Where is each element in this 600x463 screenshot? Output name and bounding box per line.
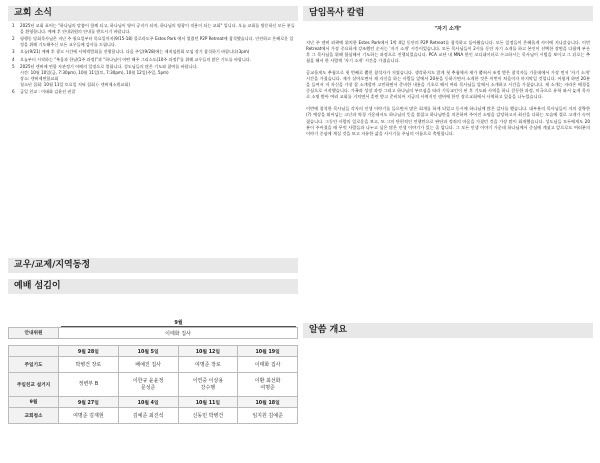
- right-column: [303, 6, 593, 143]
- name-cell: 배예진 집사: [118, 357, 178, 373]
- name-cell: 이태화 집사: [238, 357, 298, 373]
- name-cell: 김예준 최진석: [118, 408, 178, 424]
- month-header: 9월: [61, 320, 296, 327]
- date-cell: 9월 27일: [59, 397, 119, 408]
- name-text: 이연중 이상용: [192, 378, 224, 384]
- news-text: 평행동 당회목사님은 지난 주 월요일부터 목요일까지(9/15-18) 콜로라도주 Estes Park 에서 열렸던 P2P Retreat에 참석했습니다. 안전하고 은혜로운 일정을 위해 기도해주신 모든 교우들께 감사를 드립니다.: [20, 36, 294, 48]
- announcements-header: 알씀 개요: [303, 323, 593, 338]
- date-cell: 10월 12일: [178, 346, 238, 357]
- date-cell: 9월 28일: [59, 346, 119, 357]
- column-header: 담임목사 칼럼: [303, 6, 593, 21]
- news-number: 2: [12, 36, 15, 42]
- news-text-main: 2025년 덴버에 연합 자관정기 어배의 일정으로 열립니다. 성도님들의 많은 기도와 참여를 바랍니다.: [20, 64, 198, 69]
- leader-table: [8, 327, 298, 339]
- community-section: [8, 258, 298, 273]
- news-item: [12, 64, 296, 88]
- news-subtext: 청소년 집회: 10월 11일 토요일 저녁 집회 (- 덴버제소원교회): [20, 81, 130, 87]
- column-paragraph: 공교롭게도 추첨으로 첫 번째로 뽑힌 참석자가 저였습니다. 생각하지도 않게 첫 추첨에서 제가 뽑혀서 조정 받은 참석자들 가운데에서 가장 먼저 '자기 소개' 시간을 가졌습니다. 제가 살아오면서 제 자신을 하는 사람들 앞에서 20분을 동하기면서 소개한 것은 이번이 처음이자 마지막일 것입니다. 어렇게 하면 20분을 들여서 저 자신을 가장 잘 소개할까 고민하면서 준비한 내용을 기초로 해서 여러 목사님들 앞에서 소개하고 시간을 가졌습니다. 제 소개는 자라온 배경을 중심으로 시작했습니다. 가족과 성장 과정 그리고 하나님의 부르심을 따라 기독교인이 된 후 기도와 사역을 하나 갈등한 과정, 미국으로 유학 와서 늦게 목사로 소명 받아 여러 교회를 거치면서 훈련 받고 준비되어 지금의 사역지인 덴버에 한인 장로교회에서 사역하고 있음을 나누었습니다.: [306, 70, 590, 100]
- date-cell: 10월 4일: [118, 397, 178, 408]
- news-item: [12, 23, 296, 35]
- date-cell: 10월 19일: [238, 346, 298, 357]
- news-subtext: 장소: 덴버제연합교회: [20, 75, 59, 81]
- name-cell: 임지원 김예준: [238, 408, 298, 424]
- name-text: 문성준: [140, 384, 156, 391]
- row-label: 주일친교 설거지: [9, 373, 59, 397]
- month-label: 9월: [9, 397, 59, 408]
- servers-table: [8, 345, 298, 424]
- row-label: 주일기도: [9, 357, 59, 373]
- news-text: 오늘부터 시작하는 "복음과 한남(1주 과정)"과 "하나님이 어떤 해주 그리스도(10주 과정)"를 위해 교우들의 많은 기도를 바랍니다.: [20, 56, 252, 62]
- announcements-section: [303, 323, 593, 338]
- news-number: 3: [12, 49, 15, 55]
- news-text: 2025년 교회 표어는 "하나님의 말씀이 함께 되고, 하나님이 영어 공지가 되며, 하나님의 영광이 적용이 되는 교회" 입니다. 오늘 교회를 방문하신 모든 분들을 환영합니다. 예배 후 안내위원의 안내를 받으시기 바랍니다.: [20, 23, 295, 34]
- name-text: 이환 최선화: [254, 378, 281, 384]
- date-cell: 10월 11일: [178, 397, 238, 408]
- news-text: [20, 64, 296, 88]
- name-cell: 신동민 박병건: [178, 408, 238, 424]
- column-paragraph: 지난 주 덴버 외곽에 위치한 Estes Park에서 1박 4일 동안의 P2P Retreat를 참석하고 돌아왔습니다. 모든 일정들이 은혜롭게 사이에 지나갔습니다. 이번 Retreat에서 가장 중요하게 강조했던 순서는 '자기 소개' 시간이었습니다. 모든 목사님들이 2시를 동안 자기 소개를 하고 본인이 선택한 장면을 다함께 부른 후 그 목사님을 위해 합심해서 기도하는 과정으로 진행되었습니다. PCA 교단 내 MNA 한인 코디네이터로 수고하시는 목사님이 시범을 보이고 그 뒤로는 추첨을 해서 한 사람씩 '자기 소개' 시간을 가졌습니다.: [306, 40, 590, 64]
- name-cell: [178, 373, 238, 397]
- news-list: [8, 21, 298, 95]
- news-item: [12, 57, 296, 63]
- name-cell: 여명준 김재현: [59, 408, 119, 424]
- name-cell: 박병건 장로: [59, 357, 119, 373]
- community-header: 교우/교제/지역동정: [8, 258, 298, 273]
- news-number: 1: [12, 23, 15, 28]
- column-subtitle: "자기 소개": [434, 26, 462, 32]
- news-text: 금일 친교 : 이태화 김윤선 권찰: [20, 89, 76, 95]
- date-cell: 10월 5일: [118, 346, 178, 357]
- name-text: 여명준: [260, 384, 275, 391]
- leader-label: 안내위원: [9, 328, 59, 339]
- servers-section: [8, 279, 298, 294]
- name-cell: [59, 373, 119, 397]
- date-label-empty: [9, 346, 59, 357]
- news-item: [12, 49, 296, 55]
- news-item: [12, 36, 296, 48]
- name-text: 정변부 B: [78, 381, 99, 388]
- news-subtext: 시간: 10월 10일(금, 7:30pm), 10월 11일(토, 7:30pm), 10월 12일(주일, 5pm): [20, 69, 169, 75]
- news-header: 교회 소식: [8, 6, 298, 21]
- leader-name: 이태화 집사: [59, 328, 298, 339]
- name-cell: [238, 373, 298, 397]
- name-cell: 여명준 장로: [178, 357, 238, 373]
- column-paragraph: 이번에 참석한 목사님들 각자의 인생 이야기를 들으면서 많은 회개를 하게 되었고 동시에 하나님께 많은 감사를 했습니다. 대부분의 목사님들이 저의 살략한(?) 예상을 뛰어넘는 고난과 역경 가운데서도 하나님의 뜻을 붙잡고 하나님만을 의존하며 주어진 소명을 감당하고자 최선을 다하는 모습에 절로 고개가 숙여졌습니다. 그동안 사람의 일로운을 보고, 또 그의 단편적인 언행만으로 판단과 정죄의 마음을 가졌던 것을 가장 많이 회개했습니다. 성도님들 모두에게도 20분이 주어졌을 때 무엇 사람들과 나누고 싶은 많은 인생 이야기가 있는 줄 압니다. 그 모든 인생 이야기 가운데 하나님께서 중심에 계셨고 앞으로도 여러분의 이야기 중심에 계실 것을 또고 자유한 삶을 사시기를 주님의 이름으로 축원합니다.: [306, 106, 590, 136]
- name-text: 강수행: [200, 384, 216, 391]
- news-number: 4: [12, 56, 15, 62]
- news-number: 6: [12, 89, 15, 95]
- servers-header: 예배 섬김이: [8, 279, 298, 294]
- servers-table-wrap: [8, 296, 298, 424]
- name-cell: [118, 373, 178, 397]
- news-text: 오늘(9/21) 예배 후 광고 시간에 사역박람회를 진행합니다. 다음 주일(9/28)에는 제직임원회 모임 장기 참석하기 바랍니다(3pm): [20, 49, 250, 55]
- row-label: 교회청소: [9, 408, 59, 424]
- news-item: [12, 89, 296, 95]
- name-text: 이한규 윤윤정: [132, 378, 164, 384]
- left-column: [8, 6, 298, 96]
- date-cell: 10월 18일: [238, 397, 298, 408]
- news-number: 5: [12, 64, 15, 69]
